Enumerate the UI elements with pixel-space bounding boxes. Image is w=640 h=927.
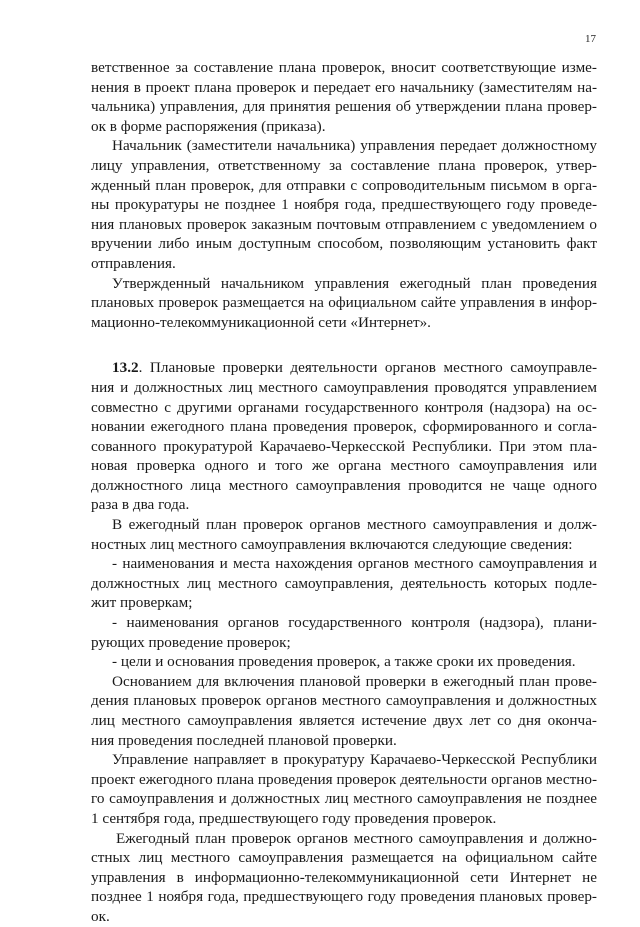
text-line <box>91 535 597 555</box>
line-text: Начальник (заместители начальника) управления передает должностному <box>112 137 597 155</box>
line-text: ностных лиц местного самоуправления включаются следующие сведения: <box>91 535 573 553</box>
text-line <box>91 711 597 731</box>
text-line <box>91 868 597 888</box>
text-line <box>91 476 597 496</box>
text-line <box>91 97 597 117</box>
line-text: Основанием для включения плановой проверки в ежегодный план прове- <box>112 672 597 690</box>
clause-number: 13.2 <box>112 359 139 377</box>
line-text: - цели и основания проведения проверок, а также сроки их проведения. <box>112 653 576 671</box>
line-text: сованного прокуратурой Карачаево-Черкесской Республики. При этом пла- <box>91 437 597 455</box>
line-text: вручении либо иным доступным способом, позволяющим установить факт <box>91 235 597 253</box>
line-text: позднее 1 ноября года, предшествующего году проведения плановых провер- <box>91 888 597 906</box>
text-line <box>91 274 597 294</box>
text-line <box>91 672 597 692</box>
text-line <box>91 156 597 176</box>
line-text: плановых проверок размещается на официальном сайте управления в инфор- <box>91 294 597 312</box>
text-line <box>91 848 597 868</box>
line-text: - наименования и места нахождения органов местного самоуправления и <box>112 555 597 573</box>
paragraph-gap <box>91 332 597 358</box>
text-line <box>91 750 597 770</box>
text-line <box>91 293 597 313</box>
text-line <box>91 554 597 574</box>
text-line <box>91 215 597 235</box>
text-line <box>91 313 597 333</box>
line-text: совместно с другими органами государственного контроля (надзора) на ос- <box>91 398 597 416</box>
text-line <box>91 652 597 672</box>
text-line <box>91 437 597 457</box>
body-text <box>91 58 597 927</box>
line-text: чальника) управления, для принятия решения об утверждении плана провер- <box>91 98 597 116</box>
line-text: Управление направляет в прокуратуру Карачаево-Черкесской Республики <box>112 751 597 769</box>
line-text: лиц местного самоуправления является истечение двух лет со дня оконча- <box>91 712 597 729</box>
text-line <box>91 117 597 137</box>
text-line <box>91 731 597 751</box>
text-line <box>91 515 597 535</box>
line-text: ния плановых проверок заказным почтовым отправлением с уведомлением о <box>91 215 597 233</box>
line-text: жденный план проверок, для отправки с сопроводительным письмом в орга- <box>91 176 597 194</box>
text-line <box>91 58 597 78</box>
text-line <box>91 176 597 196</box>
line-text: - наименования органов государственного контроля (надзора), плани- <box>112 614 597 632</box>
text-line <box>91 809 597 829</box>
line-text: Ежегодный план проверок органов местного самоуправления и должно- <box>116 829 597 847</box>
line-text: жит проверкам; <box>91 594 193 612</box>
line-text: ны прокуратуры не позднее 1 ноября года, предшествующего году проведе- <box>91 196 597 214</box>
text-line <box>91 691 597 711</box>
line-text: новании ежегодного плана проведения проверок, сформированного и согла- <box>91 418 597 436</box>
text-line <box>91 378 597 398</box>
line-text: рующих проведение проверок; <box>91 633 291 651</box>
line-text: управления в информационно-телекоммуникационной сети Интернет не <box>91 868 597 886</box>
line-text: нения в проект плана проверок и передает его начальнику (заместителям на- <box>91 78 597 96</box>
line-text: должностных лиц местного самоуправления, деятельность которых подле- <box>91 574 597 592</box>
text-line <box>91 887 597 907</box>
line-text: лицу управления, ответственному за составление плана проверок, утвер- <box>91 156 597 174</box>
text-line <box>91 136 597 156</box>
text-line <box>91 195 597 215</box>
line-text: стных лиц местного самоуправления размещается на официальном сайте <box>91 849 597 867</box>
text-line <box>91 254 597 274</box>
line-text: новая проверка одного и того же органа местного самоуправления или <box>91 457 597 475</box>
page-number: 17 <box>585 33 596 45</box>
line-text: мационно-телекоммуникационной сети «Интернет». <box>91 313 431 331</box>
line-text: ок. <box>91 907 110 925</box>
text-line <box>91 495 597 515</box>
text-line <box>91 358 597 378</box>
line-text: . Плановые проверки деятельности органов местного самоуправле- <box>138 359 597 377</box>
text-line <box>91 234 597 254</box>
line-text: дения плановых проверок органов местного самоуправления и должностных <box>91 692 597 710</box>
line-text: ветственное за составление плана проверок, вносит соответствующие изме- <box>91 59 597 76</box>
line-text: должностного лица местного самоуправления проводится не чаще одного <box>91 476 597 494</box>
text-line <box>91 907 597 927</box>
text-line <box>91 574 597 594</box>
line-text: 1 сентября года, предшествующего году проведения проверок. <box>91 809 497 827</box>
line-text: го самоуправления и должностных лиц местного самоуправления не позднее <box>91 790 597 808</box>
line-text: ок в форме распоряжения (приказа). <box>91 117 326 135</box>
line-text: ния проведения последней плановой проверки. <box>91 731 397 749</box>
line-text: раза в два года. <box>91 496 190 514</box>
line-text: проект ежегодного плана проведения проверок деятельности органов местно- <box>91 770 597 788</box>
line-text: ния и должностных лиц местного самоуправления проводятся управлением <box>91 378 597 396</box>
text-line <box>91 770 597 790</box>
line-text: Утвержденный начальником управления ежегодный план проведения <box>112 274 597 292</box>
text-line <box>91 593 597 613</box>
line-text: В ежегодный план проверок органов местного самоуправления и долж- <box>112 516 597 534</box>
text-line <box>91 633 597 653</box>
text-line <box>91 613 597 633</box>
text-line <box>91 456 597 476</box>
text-line <box>91 417 597 437</box>
text-line <box>91 829 597 849</box>
text-line <box>91 789 597 809</box>
text-line <box>91 398 597 418</box>
line-text: отправления. <box>91 254 176 272</box>
text-line <box>91 78 597 98</box>
